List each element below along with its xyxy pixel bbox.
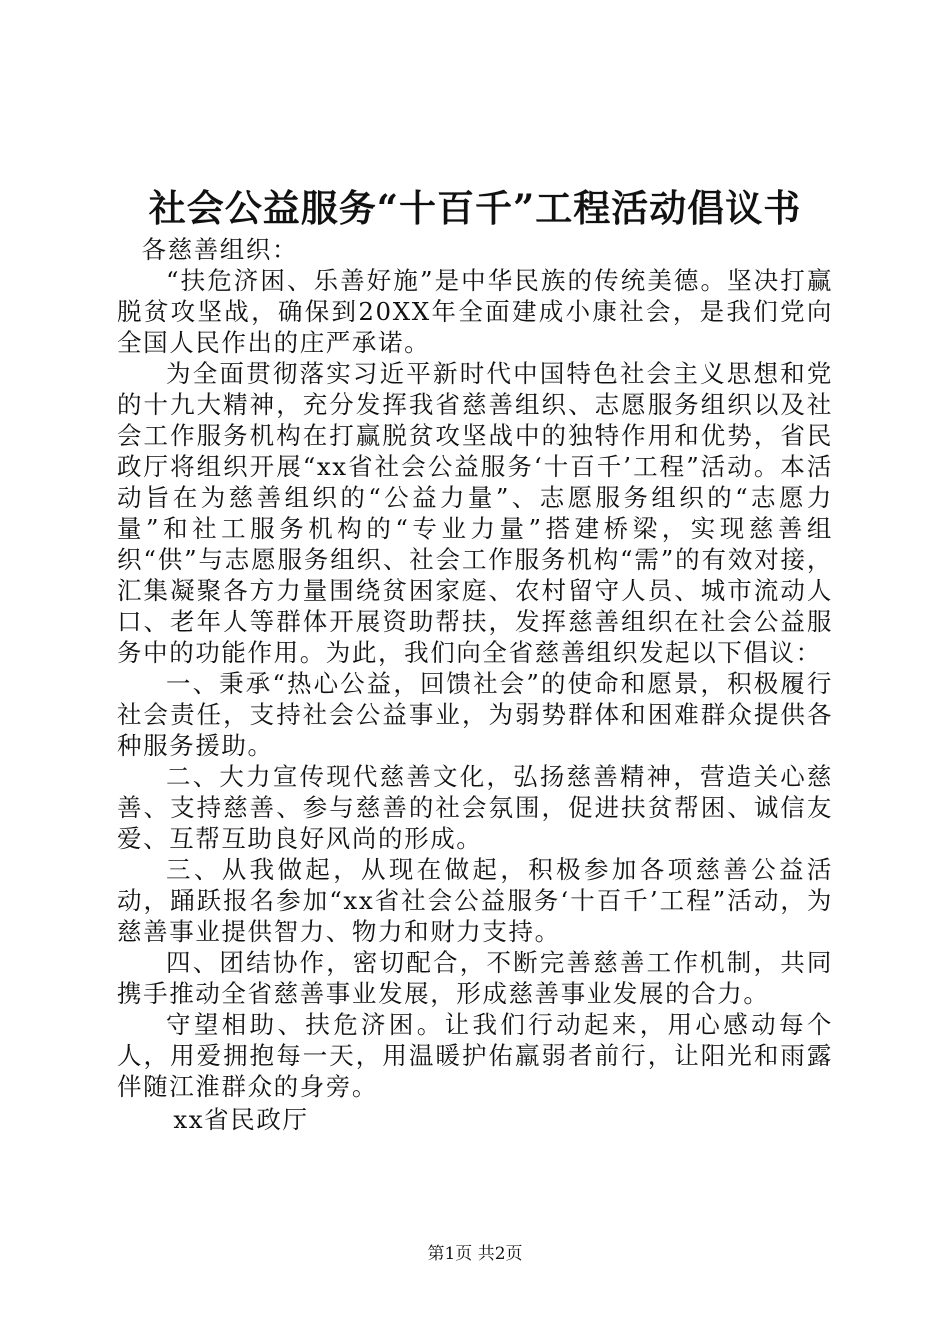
paragraph-purpose: 为全面贯彻落实习近平新时代中国特色社会主义思想和党的十九大精神，充分发挥我省慈善组织、志愿服务组织以及社会工作服务机构在打赢脱贫攻坚战中的独特作用和优势，省民政厅将组织开展“xx省社会公益服务‘十百千’工程”活动。本活动旨在为慈善组织的“公益力量”、志愿服务组织的“志愿力量”和社工服务机构的“专业力量”搭建桥梁，实现慈善组织“供”与志愿服务组织、社会工作服务机构“需”的有效对接，汇集凝聚各方力量围绕贫困家庭、农村留守人员、城市流动人口、老年人等群体开展资助帮扶，发挥慈善组织在社会公益服务中的功能作用。为此，我们向全省慈善组织发起以下倡议： (117, 359, 833, 667)
signature: xx省民政厅 (173, 1105, 309, 1134)
document-body (117, 234, 833, 1135)
document-title: 社会公益服务“十百千”工程活动倡议书 (148, 186, 802, 230)
page-indicator: 第1页 共2页 (427, 1244, 523, 1264)
paragraph-proposal-1: 一、秉承“热心公益，回馈社会”的使命和愿景，积极履行社会责任，支持社会公益事业，为弱势群体和困难群众提供各种服务援助。 (117, 669, 833, 760)
salutation: 各慈善组织： (141, 235, 299, 264)
paragraph-intro: “扶危济困、乐善好施”是中华民族的传统美德。坚决打赢脱贫攻坚战，确保到20XX年全面建成小康社会，是我们党向全国人民作出的庄严承诺。 (117, 266, 833, 357)
paragraph-proposal-4: 四、团结协作，密切配合，不断完善慈善工作机制，共同携手推动全省慈善事业发展，形成慈善事业发展的合力。 (117, 948, 833, 1008)
paragraph-proposal-2: 二、大力宣传现代慈善文化，弘扬慈善精神，营造关心慈善、支持慈善、参与慈善的社会氛围，促进扶贫帮困、诚信友爱、互帮互助良好风尚的形成。 (117, 762, 833, 853)
paragraph-proposal-3: 三、从我做起，从现在做起，积极参加各项慈善公益活动，踊跃报名参加“xx省社会公益服务‘十百千’工程”活动，为慈善事业提供智力、物力和财力支持。 (117, 855, 833, 946)
paragraph-closing: 守望相助、扶危济困。让我们行动起来，用心感动每个人，用爱拥抱每一天，用温暖护佑羸弱者前行，让阳光和雨露伴随江淮群众的身旁。 (117, 1010, 833, 1101)
page-footer (0, 1242, 950, 1266)
